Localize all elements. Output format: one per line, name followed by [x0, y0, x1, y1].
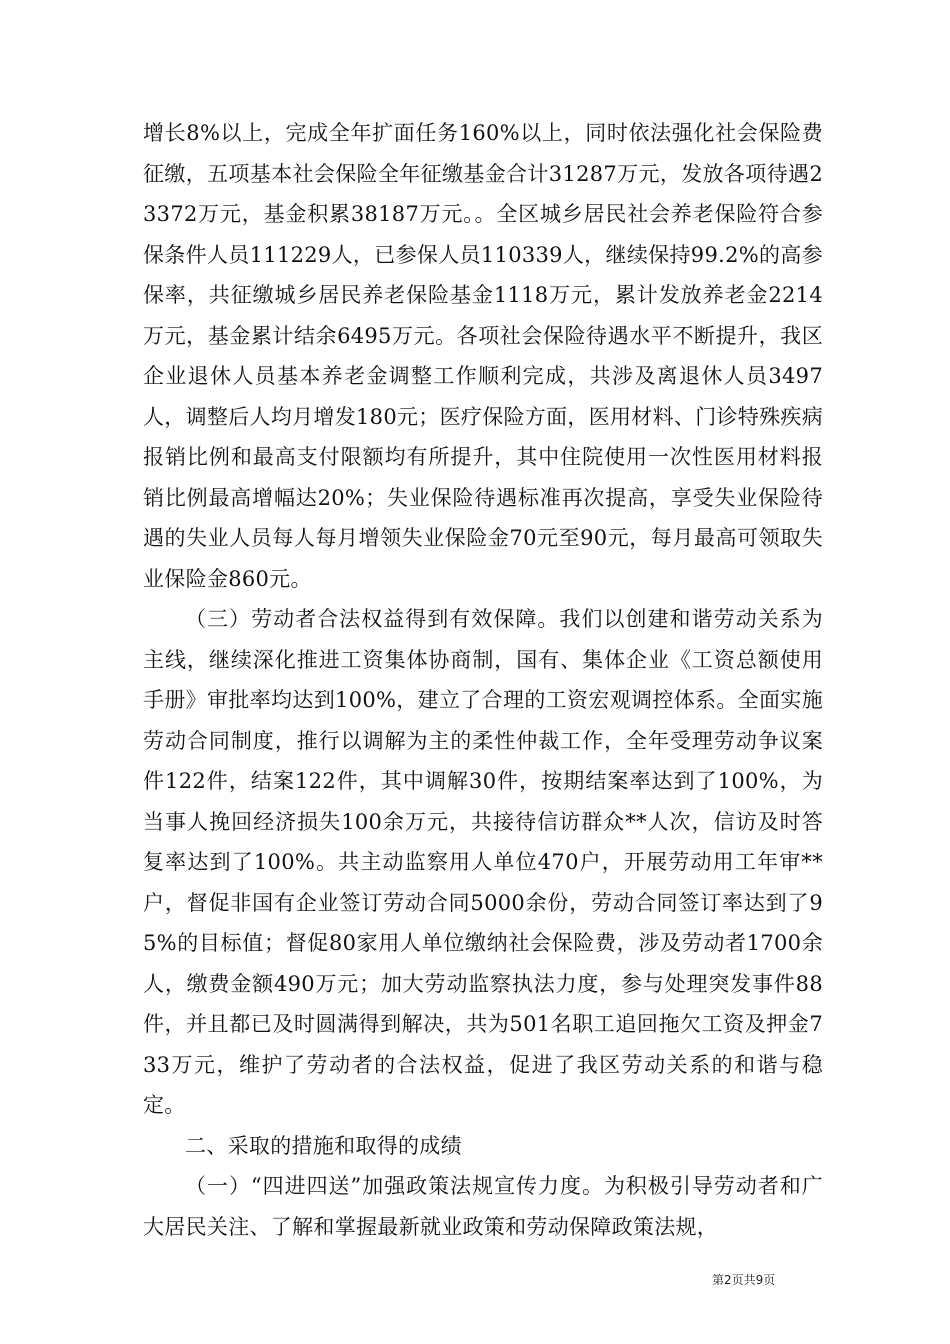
paragraph-policy-publicity: （一）“四进四送”加强政策法规宣传力度。为积极引导劳动者和广大居民关注、了解和掌握最新就业政策和劳动保障政策法规，	[143, 1174, 823, 1239]
document-body	[143, 113, 823, 1247]
section-heading-measures: 二、采取的措施和取得的成绩	[185, 1133, 462, 1158]
paragraph-social-insurance: 增长8%以上，完成全年扩面任务160%以上，同时依法强化社会保险费征缴，五项基本社会保险全年征缴基金合计31287万元，发放各项待遇23372万元，基金积累38187万元。。全区城乡居民社会养老保险符合参保条件人员111229人，已参保人员110339人，继续保持99.2%的高参保率，共征缴城乡居民养老保险基金1118万元，累计发放养老金2214万元，基金累计结余6495万元。各项社会保险待遇水平不断提升，我区企业退休人员基本养老金调整工作顺利完成，共涉及离退休人员3497人，调整后人均月增发180元；医疗保险方面，医用材料、门诊特殊疾病报销比例和最高支付限额均有所提升，其中住院使用一次性医用材料报销比例最高增幅达20%；失业保险待遇标准再次提高，享受失业保险待遇的失业人员每人每月增领失业保险金70元至90元，每月最高可领取失业保险金860元。	[143, 121, 823, 591]
paragraph-labor-rights: （三）劳动者合法权益得到有效保障。我们以创建和谐劳动关系为主线，继续深化推进工资集体协商制，国有、集体企业《工资总额使用手册》审批率均达到100%，建立了合理的工资宏观调控体系。全面实施劳动合同制度，推行以调解为主的柔性仲裁工作，全年受理劳动争议案件122件，结案122件，其中调解30件，按期结案率达到了100%，为当事人挽回经济损失100余万元，共接待信访群众**人次，信访及时答复率达到了100%。共主动监察用人单位470户，开展劳动用工年审**户，督促非国有企业签订劳动合同5000余份，劳动合同签订率达到了95%的目标值；督促80家用人单位缴纳社会保险费，涉及劳动者1700余人，缴费金额490万元；加大劳动监察执法力度，参与处理突发事件88件，并且都已及时圆满得到解决，共为501名职工追回拖欠工资及押金733万元，维护了劳动者的合法权益，促进了我区劳动关系的和谐与稳定。	[143, 607, 823, 1117]
page-number: 第2页共9页	[712, 1273, 776, 1287]
